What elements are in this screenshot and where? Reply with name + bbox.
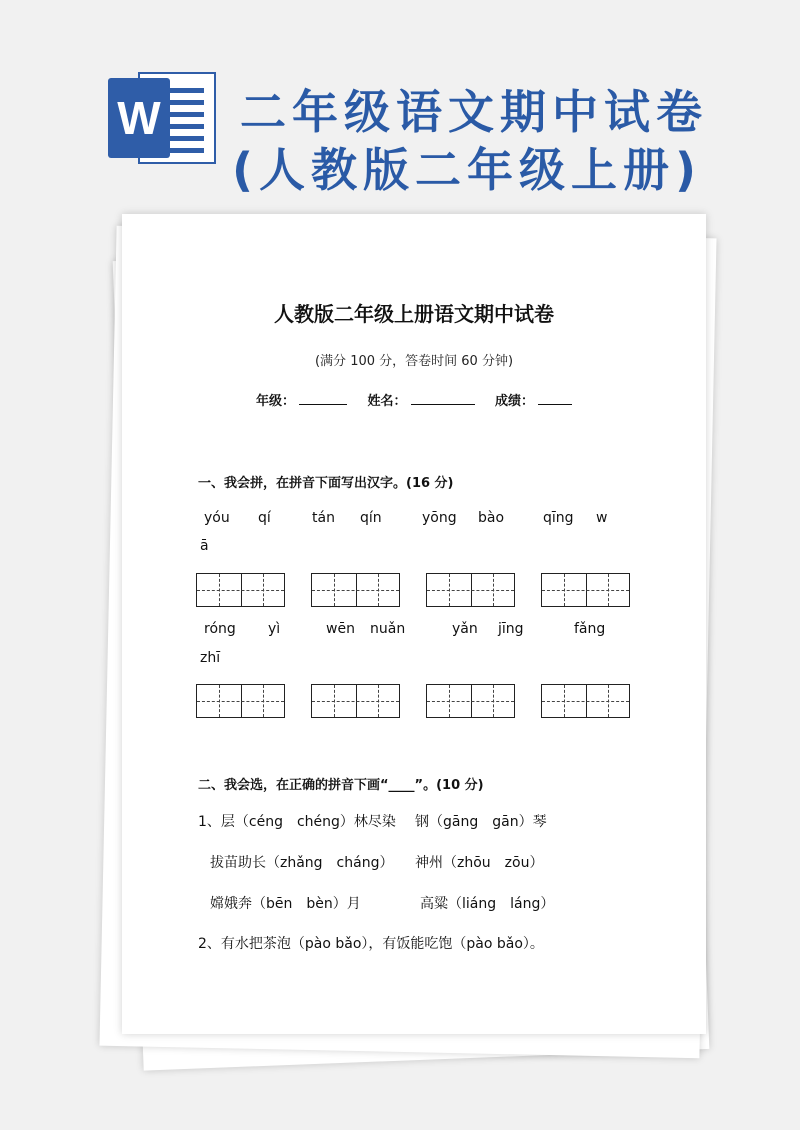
question-item: 2、有水把茶泡（pào bǎo），有饭能吃饱（pào bǎo）。 <box>198 936 544 952</box>
word-logo-icon <box>108 72 216 164</box>
section2-heading: 二、我会选，在正确的拼音下画“____”。(10 分) <box>198 778 484 793</box>
pinyin: yǎn <box>452 621 478 637</box>
pinyin: jīng <box>498 621 524 637</box>
question-item: 1、层（céng chéng）林尽染 <box>198 814 396 830</box>
question-item: 嫦娥奔（bēn bèn）月 <box>210 896 361 912</box>
question-item: 拔苗助长（zhǎng cháng） <box>210 855 394 871</box>
student-info-fields <box>122 390 706 409</box>
pinyin: qín <box>360 510 382 526</box>
question-item: 高粱（liáng láng） <box>420 896 555 912</box>
pinyin: yì <box>268 621 281 637</box>
pinyin: tán <box>312 510 335 526</box>
banner-title-line1: 二年级语文期中试卷 <box>240 85 708 139</box>
exam-subtitle: (满分 100 分，答卷时间 60 分钟) <box>314 354 514 369</box>
name-blank[interactable] <box>411 390 475 405</box>
pinyin: fǎng <box>574 621 606 637</box>
pinyin: ā <box>200 538 209 554</box>
grade-blank[interactable] <box>299 390 347 405</box>
pinyin: w <box>596 510 608 526</box>
pinyin: qīng <box>543 510 574 526</box>
score-blank[interactable] <box>538 390 572 405</box>
pinyin: yōng <box>422 510 457 526</box>
pinyin: yóu <box>204 510 230 526</box>
name-label: 姓名： <box>367 394 407 409</box>
writing-grid[interactable] <box>426 573 515 607</box>
pinyin: nuǎn <box>370 621 406 637</box>
pinyin: qí <box>258 510 271 526</box>
writing-grid[interactable] <box>426 684 515 718</box>
banner-title-line2: (人教版二年级上册) <box>232 143 703 197</box>
pinyin: wēn <box>326 621 355 637</box>
pinyin: zhī <box>200 650 221 666</box>
score-label: 成绩： <box>495 394 535 409</box>
writing-grid[interactable] <box>541 684 630 718</box>
section1-heading: 一、我会拼，在拼音下面写出汉字。(16 分) <box>198 476 454 491</box>
question-item: 钢（gāng gān）琴 <box>415 814 547 830</box>
writing-grid[interactable] <box>196 684 285 718</box>
pinyin: bào <box>478 510 505 526</box>
exam-paper <box>122 214 706 1034</box>
pinyin: róng <box>204 621 236 637</box>
writing-grid[interactable] <box>541 573 630 607</box>
writing-grid[interactable] <box>311 684 400 718</box>
writing-grid[interactable] <box>311 573 400 607</box>
exam-title: 人教版二年级上册语文期中试卷 <box>274 302 554 326</box>
writing-grid[interactable] <box>196 573 285 607</box>
question-item: 神州（zhōu zōu） <box>415 855 544 871</box>
word-logo-letter: W <box>117 92 161 144</box>
grade-label: 年级： <box>255 394 295 409</box>
